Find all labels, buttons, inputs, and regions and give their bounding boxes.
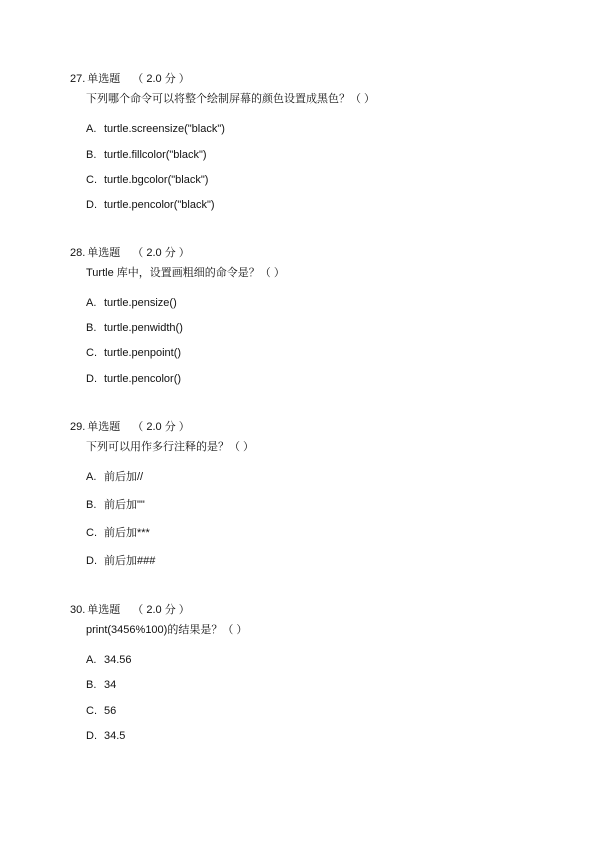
question-stem: 下列哪个命令可以将整个绘制屏幕的颜色设置成黑色？（ ） — [86, 93, 376, 105]
option-text: turtle.pensize() — [104, 297, 177, 309]
option-letter: A. — [86, 471, 97, 483]
option-letter: C. — [86, 527, 97, 539]
option-d[interactable] — [86, 729, 125, 743]
option-letter: B. — [86, 322, 97, 334]
option-letter: B. — [86, 679, 97, 691]
option-text: turtle.pencolor() — [104, 373, 182, 385]
option-a[interactable] — [86, 653, 132, 667]
option-a[interactable] — [86, 122, 225, 136]
option-text: 56 — [104, 705, 117, 717]
question-number: 28. — [70, 247, 86, 259]
question-number: 27. — [70, 73, 86, 85]
option-text: 前后加### — [104, 555, 156, 567]
option-letter: A. — [86, 297, 97, 309]
option-a[interactable] — [86, 470, 143, 484]
question-header — [70, 246, 190, 260]
question-score: （ 2.0 分 ） — [132, 421, 190, 433]
question-type: 单选题 — [87, 247, 121, 259]
option-c[interactable] — [86, 173, 208, 187]
question-stem: Turtle 库中，设置画粗细的命令是？（ ） — [86, 267, 285, 279]
question-score: （ 2.0 分 ） — [132, 604, 190, 616]
option-text: 前后加// — [104, 471, 144, 483]
option-letter: D. — [86, 199, 97, 211]
option-letter: C. — [86, 347, 97, 359]
option-text: 34.56 — [104, 654, 132, 666]
option-text: turtle.pencolor("black") — [104, 199, 215, 211]
option-c[interactable] — [86, 346, 181, 360]
option-d[interactable] — [86, 372, 181, 386]
option-letter: B. — [86, 149, 97, 161]
question-header — [70, 603, 190, 617]
option-text: turtle.penpoint() — [104, 347, 182, 359]
question-type: 单选题 — [87, 421, 121, 433]
question-type: 单选题 — [87, 604, 121, 616]
question-header — [70, 72, 190, 86]
question-number: 29. — [70, 421, 86, 433]
question-stem: 下列可以用作多行注释的是？（ ） — [86, 441, 255, 453]
option-letter: C. — [86, 705, 97, 717]
option-letter: D. — [86, 373, 97, 385]
question-type: 单选题 — [87, 73, 121, 85]
option-b[interactable] — [86, 498, 145, 512]
option-letter: C. — [86, 174, 97, 186]
option-b[interactable] — [86, 148, 207, 162]
option-text: turtle.screensize("black") — [104, 123, 225, 135]
option-letter: D. — [86, 555, 97, 567]
option-b[interactable] — [86, 678, 116, 692]
option-text: 34.5 — [104, 730, 126, 742]
option-d[interactable] — [86, 554, 155, 568]
question-stem: print(3456%100)的结果是？（ ） — [86, 624, 248, 636]
option-a[interactable] — [86, 296, 177, 310]
option-letter: B. — [86, 499, 97, 511]
option-text: turtle.penwidth() — [104, 322, 183, 334]
option-d[interactable] — [86, 198, 215, 212]
option-c[interactable] — [86, 704, 116, 718]
option-text: 前后加*** — [104, 527, 150, 539]
question-header — [70, 420, 190, 434]
option-text: 34 — [104, 679, 117, 691]
option-c[interactable] — [86, 526, 150, 540]
option-b[interactable] — [86, 321, 183, 335]
option-text: turtle.bgcolor("black") — [104, 174, 209, 186]
option-text: 前后加"" — [104, 499, 145, 511]
option-letter: A. — [86, 654, 97, 666]
option-text: turtle.fillcolor("black") — [104, 149, 207, 161]
question-score: （ 2.0 分 ） — [132, 247, 190, 259]
question-number: 30. — [70, 604, 86, 616]
option-letter: A. — [86, 123, 97, 135]
question-score: （ 2.0 分 ） — [132, 73, 190, 85]
option-letter: D. — [86, 730, 97, 742]
